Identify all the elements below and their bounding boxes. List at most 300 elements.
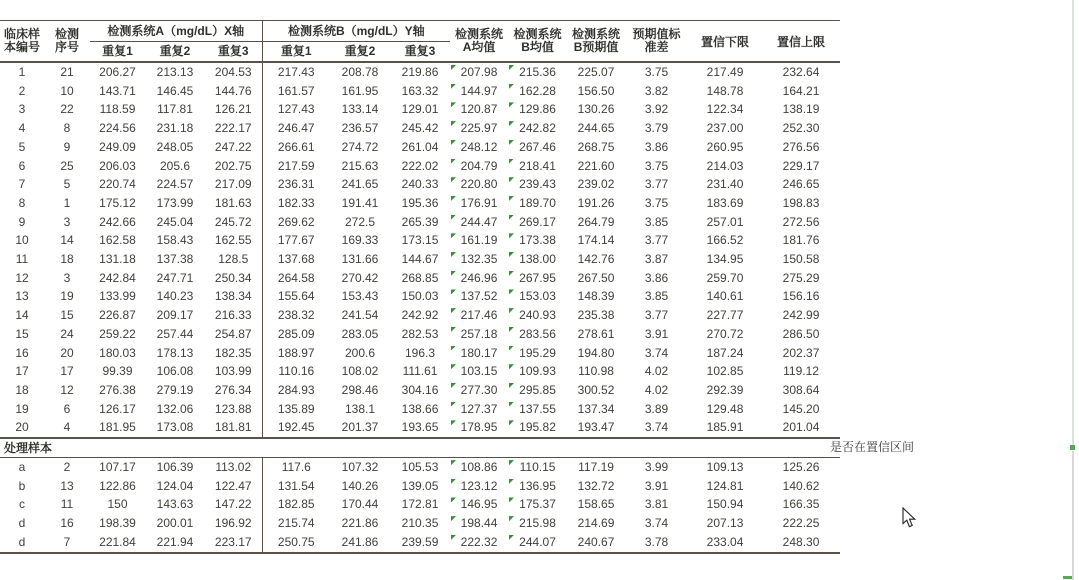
cell-b-rep3[interactable] (390, 400, 450, 419)
cell-a-rep1[interactable] (90, 250, 145, 269)
cell-a-rep2[interactable] (145, 62, 205, 82)
cell-a-rep1[interactable] (90, 325, 145, 344)
cell-ci-lower[interactable] (688, 325, 762, 344)
cell-b-rep1[interactable] (262, 325, 330, 344)
cell-b-rep1[interactable] (262, 400, 330, 419)
cell-sample-id[interactable] (0, 344, 44, 363)
cell-b-rep3[interactable] (390, 82, 450, 101)
cell-b-rep3[interactable] (390, 175, 450, 194)
cell-b-pred[interactable] (567, 306, 625, 325)
cell-b-pred[interactable] (567, 138, 625, 157)
cell-b-pred[interactable] (567, 458, 625, 477)
cell-ci-upper[interactable] (762, 138, 840, 157)
cell-a-mean[interactable] (450, 306, 508, 325)
cell-a-rep1[interactable] (90, 269, 145, 288)
cell-a-rep1[interactable] (90, 418, 145, 438)
cell-seq[interactable] (44, 231, 90, 250)
cell-a-mean[interactable] (450, 325, 508, 344)
cell-a-mean[interactable] (450, 381, 508, 400)
cell-a-rep3[interactable] (205, 514, 262, 533)
cell-ci-upper[interactable] (762, 344, 840, 363)
cell-seq[interactable] (44, 213, 90, 232)
cell-ci-lower[interactable] (688, 477, 762, 496)
cell-sample-id[interactable] (0, 362, 44, 381)
cell-a-mean[interactable] (450, 287, 508, 306)
cell-b-rep1[interactable] (262, 175, 330, 194)
cell-a-rep3[interactable] (205, 157, 262, 176)
cell-ci-lower[interactable] (688, 362, 762, 381)
cell-b-rep1[interactable] (262, 100, 330, 119)
cell-a-rep1[interactable] (90, 458, 145, 477)
cell-a-rep2[interactable] (145, 213, 205, 232)
cell-ci-upper[interactable] (762, 175, 840, 194)
header-b-rep3[interactable]: 重复3 (390, 42, 450, 63)
cell-a-rep2[interactable] (145, 250, 205, 269)
cell-a-rep3[interactable] (205, 325, 262, 344)
cell-b-rep3[interactable] (390, 100, 450, 119)
cell-a-rep2[interactable] (145, 269, 205, 288)
cell-ci-upper[interactable] (762, 231, 840, 250)
header-expected-sd[interactable]: 预期值标 准差 (625, 21, 688, 63)
header-a-rep3[interactable]: 重复3 (205, 42, 262, 63)
cell-b-rep1[interactable] (262, 495, 330, 514)
cell-b-pred[interactable] (567, 119, 625, 138)
cell-b-rep3[interactable] (390, 418, 450, 438)
cell-b-rep1[interactable] (262, 477, 330, 496)
cell-ci-lower[interactable] (688, 344, 762, 363)
cell-a-rep3[interactable] (205, 458, 262, 477)
cell-a-rep3[interactable] (205, 400, 262, 419)
cell-seq[interactable] (44, 477, 90, 496)
cell-b-rep1[interactable] (262, 269, 330, 288)
cell-b-rep3[interactable] (390, 514, 450, 533)
cell-a-rep2[interactable] (145, 400, 205, 419)
cell-sd[interactable] (625, 250, 688, 269)
cell-sd[interactable] (625, 138, 688, 157)
cell-b-pred[interactable] (567, 325, 625, 344)
cell-a-rep1[interactable] (90, 100, 145, 119)
cell-b-rep3[interactable] (390, 119, 450, 138)
cell-b-rep1[interactable] (262, 344, 330, 363)
cell-a-rep2[interactable] (145, 231, 205, 250)
cell-ci-upper[interactable] (762, 213, 840, 232)
cell-sample-id[interactable] (0, 119, 44, 138)
cell-ci-upper[interactable] (762, 381, 840, 400)
cell-sd[interactable] (625, 100, 688, 119)
header-a-rep2[interactable]: 重复2 (145, 42, 205, 63)
cell-b-rep2[interactable] (330, 418, 390, 438)
cell-a-mean[interactable] (450, 344, 508, 363)
cell-b-rep2[interactable] (330, 194, 390, 213)
cell-a-rep2[interactable] (145, 325, 205, 344)
cell-b-rep2[interactable] (330, 495, 390, 514)
cell-a-rep3[interactable] (205, 250, 262, 269)
cell-sd[interactable] (625, 269, 688, 288)
cell-seq[interactable] (44, 344, 90, 363)
cell-b-rep2[interactable] (330, 400, 390, 419)
cell-b-rep1[interactable] (262, 62, 330, 82)
cell-seq[interactable] (44, 138, 90, 157)
cell-sample-id[interactable] (0, 82, 44, 101)
section-label-cell[interactable] (0, 438, 840, 458)
header-b-predicted[interactable]: 检测系统 B预期值 (567, 21, 625, 63)
cell-ci-lower[interactable] (688, 400, 762, 419)
cell-sd[interactable] (625, 325, 688, 344)
cell-ci-upper[interactable] (762, 100, 840, 119)
cell-b-pred[interactable] (567, 477, 625, 496)
cell-a-rep1[interactable] (90, 157, 145, 176)
cell-sample-id[interactable] (0, 477, 44, 496)
cell-b-rep2[interactable] (330, 100, 390, 119)
cell-ci-upper[interactable] (762, 400, 840, 419)
cell-sample-id[interactable] (0, 533, 44, 553)
cell-a-rep3[interactable] (205, 287, 262, 306)
cell-sd[interactable] (625, 306, 688, 325)
cell-sd[interactable] (625, 175, 688, 194)
cell-b-mean[interactable] (508, 381, 567, 400)
cell-b-rep2[interactable] (330, 250, 390, 269)
cell-b-rep1[interactable] (262, 514, 330, 533)
cell-a-rep3[interactable] (205, 175, 262, 194)
cell-sd[interactable] (625, 495, 688, 514)
cell-ci-upper[interactable] (762, 269, 840, 288)
cell-b-mean[interactable] (508, 306, 567, 325)
cell-a-rep1[interactable] (90, 344, 145, 363)
cell-sample-id[interactable] (0, 400, 44, 419)
cell-b-rep2[interactable] (330, 362, 390, 381)
cell-b-rep2[interactable] (330, 119, 390, 138)
cell-seq[interactable] (44, 100, 90, 119)
cell-a-rep3[interactable] (205, 119, 262, 138)
cell-a-rep2[interactable] (145, 514, 205, 533)
ci-question-label[interactable]: 是否在置信区间 (830, 440, 915, 454)
cell-a-rep2[interactable] (145, 477, 205, 496)
cell-sd[interactable] (625, 381, 688, 400)
cell-b-rep3[interactable] (390, 381, 450, 400)
cell-a-mean[interactable] (450, 138, 508, 157)
cell-sd[interactable] (625, 344, 688, 363)
cell-b-rep3[interactable] (390, 138, 450, 157)
cell-sample-id[interactable] (0, 306, 44, 325)
cell-ci-lower[interactable] (688, 514, 762, 533)
cell-a-rep1[interactable] (90, 495, 145, 514)
cell-a-rep1[interactable] (90, 213, 145, 232)
cell-b-rep1[interactable] (262, 306, 330, 325)
cell-a-mean[interactable] (450, 362, 508, 381)
cell-b-rep1[interactable] (262, 458, 330, 477)
cell-ci-upper[interactable] (762, 287, 840, 306)
cell-b-mean[interactable] (508, 287, 567, 306)
cell-b-rep2[interactable] (330, 306, 390, 325)
cell-seq[interactable] (44, 400, 90, 419)
cell-a-rep1[interactable] (90, 82, 145, 101)
cell-ci-lower[interactable] (688, 138, 762, 157)
cell-a-mean[interactable] (450, 514, 508, 533)
cell-ci-upper[interactable] (762, 362, 840, 381)
cell-sd[interactable] (625, 82, 688, 101)
cell-sd[interactable] (625, 533, 688, 553)
cell-ci-lower[interactable] (688, 194, 762, 213)
cell-b-pred[interactable] (567, 269, 625, 288)
cell-b-rep3[interactable] (390, 458, 450, 477)
cell-ci-upper[interactable] (762, 325, 840, 344)
cell-ci-upper[interactable] (762, 514, 840, 533)
cell-b-mean[interactable] (508, 213, 567, 232)
cell-b-pred[interactable] (567, 495, 625, 514)
cell-seq[interactable] (44, 119, 90, 138)
cell-a-rep3[interactable] (205, 269, 262, 288)
cell-ci-lower[interactable] (688, 418, 762, 438)
cell-b-rep2[interactable] (330, 269, 390, 288)
cell-a-mean[interactable] (450, 82, 508, 101)
cell-sd[interactable] (625, 213, 688, 232)
cell-a-rep2[interactable] (145, 287, 205, 306)
cell-b-rep1[interactable] (262, 82, 330, 101)
cell-sd[interactable] (625, 477, 688, 496)
cell-b-pred[interactable] (567, 533, 625, 553)
cell-a-rep3[interactable] (205, 477, 262, 496)
cell-b-mean[interactable] (508, 194, 567, 213)
cell-a-mean[interactable] (450, 213, 508, 232)
cell-b-rep3[interactable] (390, 306, 450, 325)
cell-b-mean[interactable] (508, 175, 567, 194)
cell-a-rep3[interactable] (205, 194, 262, 213)
cell-a-rep3[interactable] (205, 62, 262, 82)
cell-ci-lower[interactable] (688, 287, 762, 306)
cell-b-pred[interactable] (567, 82, 625, 101)
cell-b-rep3[interactable] (390, 62, 450, 82)
cell-sd[interactable] (625, 62, 688, 82)
header-b-rep1[interactable]: 重复1 (262, 42, 330, 63)
cell-a-rep2[interactable] (145, 362, 205, 381)
cell-b-mean[interactable] (508, 138, 567, 157)
cell-ci-lower[interactable] (688, 62, 762, 82)
cell-b-rep2[interactable] (330, 344, 390, 363)
cell-b-pred[interactable] (567, 100, 625, 119)
cell-a-mean[interactable] (450, 533, 508, 553)
cell-b-mean[interactable] (508, 514, 567, 533)
cell-sd[interactable] (625, 362, 688, 381)
header-ci-upper[interactable]: 置信上限 (762, 21, 840, 63)
cell-b-pred[interactable] (567, 213, 625, 232)
cell-b-mean[interactable] (508, 82, 567, 101)
cell-b-rep1[interactable] (262, 231, 330, 250)
cell-b-pred[interactable] (567, 344, 625, 363)
cell-a-rep2[interactable] (145, 418, 205, 438)
cell-a-rep1[interactable] (90, 306, 145, 325)
cell-seq[interactable] (44, 306, 90, 325)
cell-sample-id[interactable] (0, 458, 44, 477)
cell-b-mean[interactable] (508, 418, 567, 438)
cell-a-rep1[interactable] (90, 533, 145, 553)
cell-a-mean[interactable] (450, 477, 508, 496)
cell-b-rep2[interactable] (330, 231, 390, 250)
cell-b-rep1[interactable] (262, 119, 330, 138)
cell-seq[interactable] (44, 458, 90, 477)
header-group-system-b[interactable]: 检测系统B（mg/dL）Y轴 (262, 21, 450, 42)
cell-b-pred[interactable] (567, 514, 625, 533)
cell-seq[interactable] (44, 418, 90, 438)
cell-b-rep1[interactable] (262, 533, 330, 553)
cell-seq[interactable] (44, 82, 90, 101)
header-group-system-a[interactable]: 检测系统A（mg/dL）X轴 (90, 21, 262, 42)
cell-seq[interactable] (44, 381, 90, 400)
cell-b-mean[interactable] (508, 362, 567, 381)
cell-b-rep1[interactable] (262, 194, 330, 213)
cell-ci-upper[interactable] (762, 495, 840, 514)
cell-b-rep3[interactable] (390, 250, 450, 269)
cell-a-rep1[interactable] (90, 119, 145, 138)
cell-seq[interactable] (44, 495, 90, 514)
cell-sample-id[interactable] (0, 514, 44, 533)
cell-a-rep3[interactable] (205, 306, 262, 325)
cell-sample-id[interactable] (0, 138, 44, 157)
cell-b-rep2[interactable] (330, 514, 390, 533)
cell-b-rep1[interactable] (262, 362, 330, 381)
cell-sample-id[interactable] (0, 194, 44, 213)
cell-a-mean[interactable] (450, 175, 508, 194)
cell-sample-id[interactable] (0, 231, 44, 250)
cell-b-rep2[interactable] (330, 62, 390, 82)
cell-ci-upper[interactable] (762, 157, 840, 176)
cell-ci-lower[interactable] (688, 213, 762, 232)
cell-sd[interactable] (625, 231, 688, 250)
cell-seq[interactable] (44, 194, 90, 213)
cell-a-rep3[interactable] (205, 82, 262, 101)
cell-ci-upper[interactable] (762, 62, 840, 82)
cell-a-mean[interactable] (450, 269, 508, 288)
cell-ci-lower[interactable] (688, 231, 762, 250)
cell-a-rep2[interactable] (145, 306, 205, 325)
cell-b-mean[interactable] (508, 269, 567, 288)
cell-ci-lower[interactable] (688, 100, 762, 119)
cell-seq[interactable] (44, 514, 90, 533)
cell-sample-id[interactable] (0, 287, 44, 306)
cell-b-pred[interactable] (567, 250, 625, 269)
cell-ci-lower[interactable] (688, 533, 762, 553)
cell-b-pred[interactable] (567, 231, 625, 250)
cell-sample-id[interactable] (0, 62, 44, 82)
cell-b-rep1[interactable] (262, 157, 330, 176)
cell-a-rep1[interactable] (90, 400, 145, 419)
cell-b-rep3[interactable] (390, 362, 450, 381)
cell-a-rep3[interactable] (205, 381, 262, 400)
cell-b-rep3[interactable] (390, 344, 450, 363)
cell-b-pred[interactable] (567, 62, 625, 82)
header-sample-id[interactable]: 临床样 本编号 (0, 21, 44, 63)
cell-a-rep2[interactable] (145, 533, 205, 553)
cell-sd[interactable] (625, 119, 688, 138)
cell-a-rep1[interactable] (90, 514, 145, 533)
cell-sample-id[interactable] (0, 250, 44, 269)
cell-b-rep1[interactable] (262, 381, 330, 400)
cell-a-rep2[interactable] (145, 344, 205, 363)
cell-sample-id[interactable] (0, 157, 44, 176)
cell-a-mean[interactable] (450, 194, 508, 213)
cell-a-mean[interactable] (450, 418, 508, 438)
cell-a-rep3[interactable] (205, 344, 262, 363)
cell-sd[interactable] (625, 514, 688, 533)
cell-b-mean[interactable] (508, 62, 567, 82)
header-a-rep1[interactable]: 重复1 (90, 42, 145, 63)
cell-a-mean[interactable] (450, 250, 508, 269)
cell-sd[interactable] (625, 194, 688, 213)
cell-b-rep1[interactable] (262, 418, 330, 438)
cell-ci-lower[interactable] (688, 119, 762, 138)
cell-seq[interactable] (44, 269, 90, 288)
cell-a-mean[interactable] (450, 458, 508, 477)
cell-b-mean[interactable] (508, 400, 567, 419)
cell-b-rep3[interactable] (390, 194, 450, 213)
cell-ci-upper[interactable] (762, 533, 840, 553)
cell-a-rep3[interactable] (205, 231, 262, 250)
header-b-mean[interactable]: 检测系统 B均值 (508, 21, 567, 63)
cell-a-rep2[interactable] (145, 194, 205, 213)
cell-a-rep3[interactable] (205, 213, 262, 232)
cell-sample-id[interactable] (0, 325, 44, 344)
cell-b-rep1[interactable] (262, 213, 330, 232)
cell-seq[interactable] (44, 62, 90, 82)
cell-a-rep3[interactable] (205, 418, 262, 438)
cell-b-rep3[interactable] (390, 533, 450, 553)
cell-b-rep1[interactable] (262, 250, 330, 269)
cell-ci-upper[interactable] (762, 458, 840, 477)
cell-b-rep2[interactable] (330, 157, 390, 176)
cell-ci-lower[interactable] (688, 495, 762, 514)
cell-sd[interactable] (625, 157, 688, 176)
cell-ci-upper[interactable] (762, 306, 840, 325)
cell-a-rep1[interactable] (90, 138, 145, 157)
cell-ci-lower[interactable] (688, 306, 762, 325)
cell-b-mean[interactable] (508, 344, 567, 363)
cell-b-rep3[interactable] (390, 287, 450, 306)
cell-b-pred[interactable] (567, 287, 625, 306)
cell-b-rep3[interactable] (390, 231, 450, 250)
cell-a-mean[interactable] (450, 157, 508, 176)
cell-a-mean[interactable] (450, 62, 508, 82)
cell-b-rep2[interactable] (330, 477, 390, 496)
cell-sd[interactable] (625, 418, 688, 438)
cell-sd[interactable] (625, 287, 688, 306)
cell-b-mean[interactable] (508, 119, 567, 138)
cell-ci-upper[interactable] (762, 119, 840, 138)
cell-seq[interactable] (44, 157, 90, 176)
cell-b-rep2[interactable] (330, 287, 390, 306)
cell-sample-id[interactable] (0, 269, 44, 288)
cell-b-mean[interactable] (508, 231, 567, 250)
cell-b-mean[interactable] (508, 325, 567, 344)
cell-a-rep2[interactable] (145, 100, 205, 119)
cell-a-rep2[interactable] (145, 138, 205, 157)
cell-b-rep3[interactable] (390, 157, 450, 176)
cell-ci-upper[interactable] (762, 250, 840, 269)
cell-b-pred[interactable] (567, 381, 625, 400)
cell-a-rep2[interactable] (145, 82, 205, 101)
cell-ci-upper[interactable] (762, 418, 840, 438)
cell-sample-id[interactable] (0, 418, 44, 438)
cell-b-rep2[interactable] (330, 138, 390, 157)
cell-b-mean[interactable] (508, 458, 567, 477)
cell-a-rep2[interactable] (145, 381, 205, 400)
cell-b-rep2[interactable] (330, 533, 390, 553)
cell-ci-lower[interactable] (688, 381, 762, 400)
cell-a-rep3[interactable] (205, 495, 262, 514)
cell-a-rep1[interactable] (90, 175, 145, 194)
cell-seq[interactable] (44, 175, 90, 194)
cell-seq[interactable] (44, 533, 90, 553)
cell-ci-lower[interactable] (688, 269, 762, 288)
cell-b-mean[interactable] (508, 100, 567, 119)
